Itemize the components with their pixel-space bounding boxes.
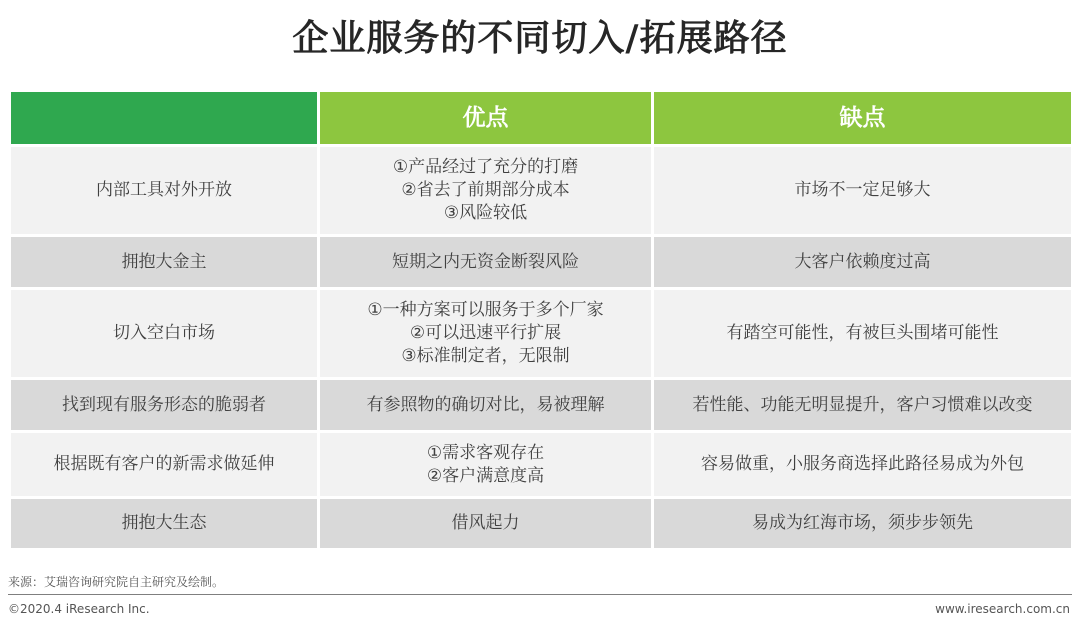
table-row	[11, 237, 1071, 290]
pros-line: ①需求客观存在	[426, 442, 545, 463]
pros-line: ②可以迅速平行扩展	[409, 323, 562, 343]
pros-cell	[320, 433, 654, 496]
path-cell: 找到现有服务形态的脆弱者	[11, 380, 320, 430]
table-row	[11, 380, 1071, 433]
header-pros: 优点	[320, 92, 654, 144]
path-cell: 根据既有客户的新需求做延伸	[11, 433, 320, 496]
pros-line: 借风起力	[451, 513, 520, 533]
cons-cell: 容易做重，小服务商选择此路径易成为外包	[654, 433, 1071, 496]
header-cons: 缺点	[654, 92, 1071, 144]
pros-cell	[320, 290, 654, 377]
header-path	[11, 92, 320, 144]
cons-cell: 大客户依赖度过高	[654, 237, 1071, 287]
table-row	[11, 499, 1071, 551]
source-note: 来源：艾瑞咨询研究院自主研究及绘制。	[8, 575, 225, 589]
website-link[interactable]: www.iresearch.com.cn	[935, 602, 1070, 616]
pros-line: ③风险较低	[443, 203, 528, 223]
pros-line: ①产品经过了充分的打磨	[392, 157, 579, 177]
table-row	[11, 147, 1071, 237]
path-cell: 内部工具对外开放	[11, 147, 320, 234]
pros-cell	[320, 499, 654, 548]
table-header-row	[11, 92, 1071, 147]
pros-line: 短期之内无资金断裂风险	[392, 251, 579, 272]
cons-cell: 市场不一定足够大	[654, 147, 1071, 234]
page-title: 企业服务的不同切入/拓展路径	[292, 18, 788, 59]
path-cell: 拥抱大金主	[11, 237, 320, 287]
pros-line: ①一种方案可以服务于多个厂家	[367, 300, 604, 320]
pros-line: 有参照物的确切对比，易被理解	[366, 394, 605, 415]
comparison-table	[11, 92, 1071, 551]
path-cell: 切入空白市场	[11, 290, 320, 377]
pros-line: ②客户满意度高	[426, 465, 545, 486]
pros-cell	[320, 380, 654, 430]
pros-cell	[320, 237, 654, 287]
cons-cell: 若性能、功能无明显提升，客户习惯难以改变	[654, 380, 1071, 430]
cons-cell: 有踏空可能性，有被巨头围堵可能性	[654, 290, 1071, 377]
copyright-text: ©2020.4 iResearch Inc.	[8, 602, 150, 616]
pros-cell	[320, 147, 654, 234]
footer-divider	[8, 594, 1072, 595]
pros-line: ②省去了前期部分成本	[401, 180, 570, 200]
path-cell: 拥抱大生态	[11, 499, 320, 548]
pros-line: ③标准制定者，无限制	[401, 346, 570, 366]
table-row	[11, 290, 1071, 380]
table-row	[11, 433, 1071, 499]
cons-cell: 易成为红海市场，须步步领先	[654, 499, 1071, 548]
